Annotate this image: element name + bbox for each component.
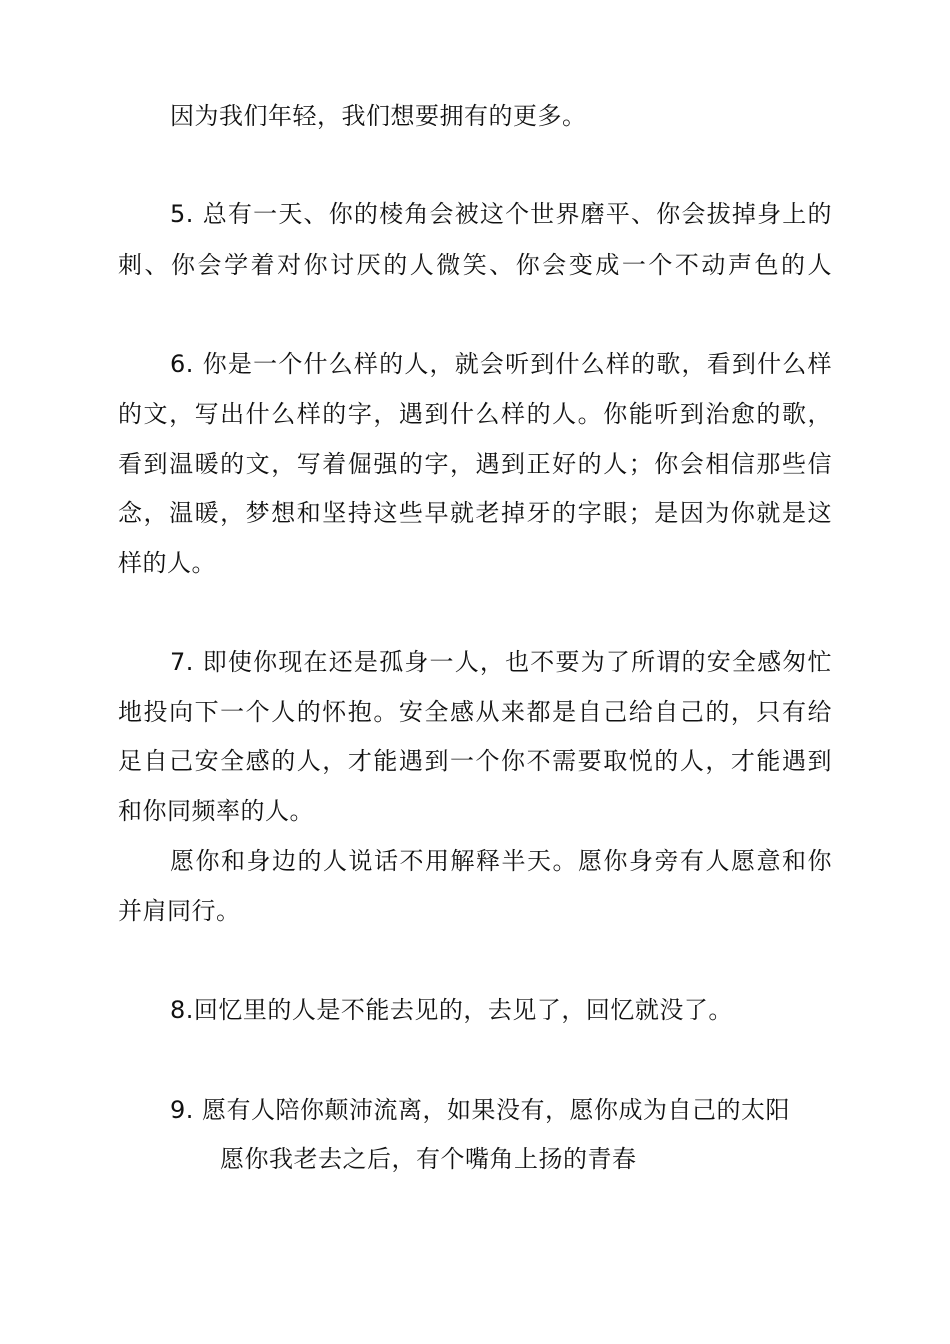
paragraph-7-line-1: 7. 即使你现在还是孤身一人，也不要为了所谓的安全感匆忙 [170,648,832,676]
paragraph-6-line-3: 看到温暖的文，写着倔强的字，遇到正好的人；你会相信那些信 [118,450,832,478]
paragraph-6-line-1: 6. 你是一个什么样的人，就会听到什么样的歌，看到什么样 [170,350,832,378]
paragraph-7b-line-1: 愿你和身边的人说话不用解释半天。愿你身旁有人愿意和你 [170,847,832,875]
text-line: 因为我们年轻，我们想要拥有的更多。 [170,102,587,130]
paragraph-6-line-5: 样的人。 [118,549,216,577]
paragraph-7-line-2: 地投向下一个人的怀抱。安全感从来都是自己给自己的，只有给 [118,698,832,726]
paragraph-7-line-3: 足自己安全感的人，才能遇到一个你不需要取悦的人，才能遇到 [118,747,832,775]
paragraph-5-line-2: 刺、你会学着对你讨厌的人微笑、你会变成一个不动声色的人 [118,251,832,279]
paragraph-7b-line-2: 并肩同行。 [118,897,241,925]
paragraph-6-line-4: 念，温暖，梦想和坚持这些早就老掉牙的字眼；是因为你就是这 [118,499,832,527]
paragraph-9-line-1: 9. 愿有人陪你颠沛流离，如果没有，愿你成为自己的太阳 [170,1096,791,1124]
paragraph-7-line-4: 和你同频率的人。 [118,797,314,825]
paragraph-5-line-1: 5. 总有一天、你的棱角会被这个世界磨平、你会拔掉身上的 [170,200,832,228]
paragraph-6-line-2: 的文，写出什么样的字，遇到什么样的人。你能听到治愈的歌， [118,400,832,428]
paragraph-8: 8.回忆里的人是不能去见的，去见了，回忆就没了。 [170,996,733,1024]
paragraph-9-line-2: 愿你我老去之后，有个嘴角上扬的青春 [220,1145,637,1173]
